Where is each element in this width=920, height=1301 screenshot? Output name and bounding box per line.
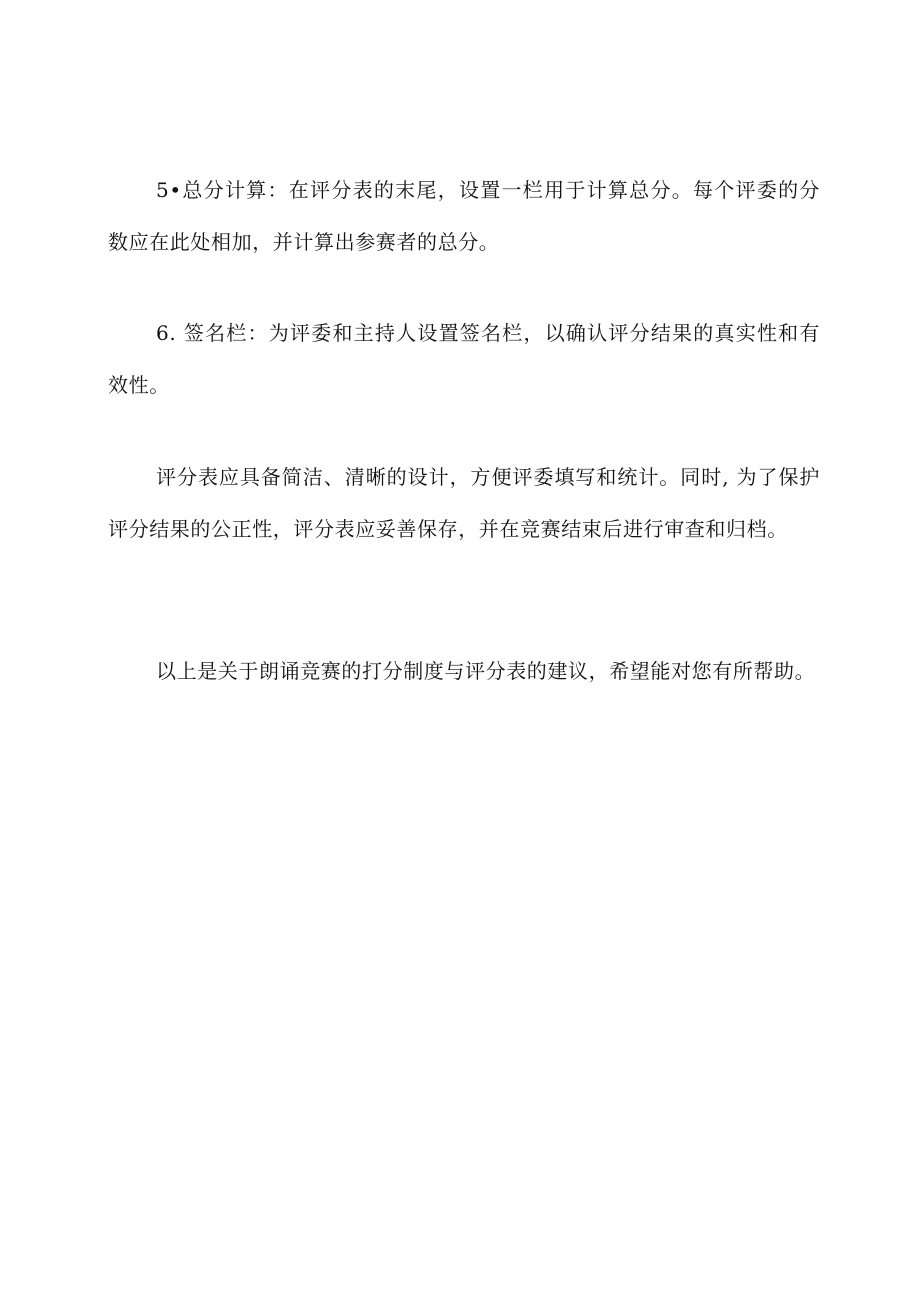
paragraph-total-score: 5•总分计算：在评分表的末尾，设置一栏用于计算总分。每个评委的分数应在此处相加，并计算出参赛者的总分。	[108, 178, 820, 254]
paragraph-design-storage: 评分表应具备简洁、清晰的设计，方便评委填写和统计。同时, 为了保护评分结果的公正性，评分表应妥善保存，并在竞赛结束后进行审查和归档。	[108, 465, 820, 541]
paragraph-conclusion: 以上是关于朗诵竞赛的打分制度与评分表的建议，希望能对您有所帮助。	[156, 659, 816, 683]
paragraph-signature-column: 6. 签名栏：为评委和主持人设置签名栏，以确认评分结果的真实性和有效性。	[108, 321, 820, 397]
